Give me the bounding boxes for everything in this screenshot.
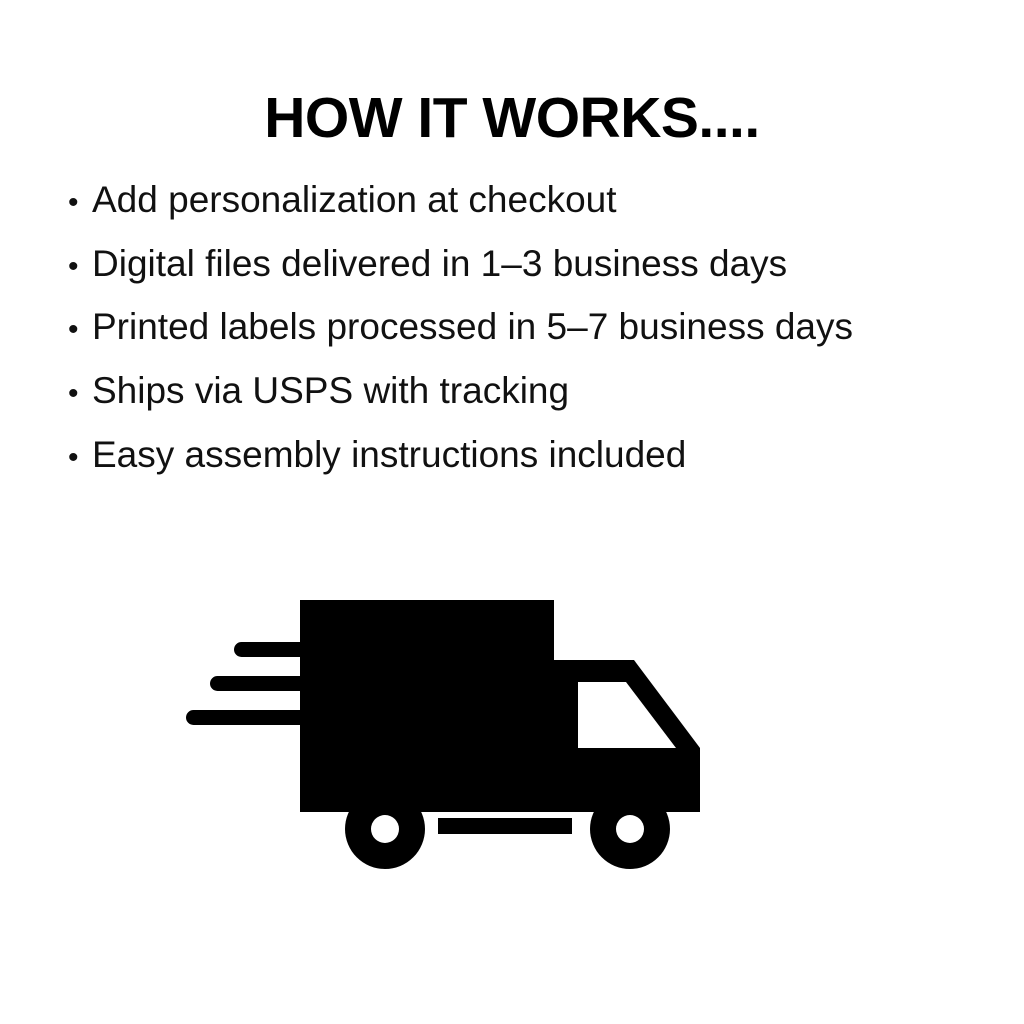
- list-item: [68, 232, 988, 296]
- list-item-label: Digital files delivered in 1–3 business days: [92, 242, 788, 284]
- list-item: [68, 359, 988, 423]
- bullet-marker-icon: •: [68, 186, 79, 219]
- delivery-truck-icon: [182, 600, 722, 890]
- list-item-label: Add personalization at checkout: [92, 179, 617, 220]
- list-item: [68, 168, 988, 232]
- bullet-marker-icon: •: [68, 313, 79, 347]
- how-it-works-list: [68, 168, 988, 486]
- bullet-marker-icon: •: [68, 376, 79, 410]
- bullet-marker-icon: •: [68, 249, 79, 283]
- list-item-label: Ships via USPS with tracking: [92, 369, 570, 411]
- list-item-label: Easy assembly instructions included: [92, 433, 687, 475]
- list-item-label: Printed labels processed in 5–7 business days: [92, 306, 854, 348]
- page-title: HOW IT WORKS....: [264, 86, 760, 151]
- list-item: [68, 423, 988, 487]
- bullet-marker-icon: •: [68, 440, 79, 474]
- list-item: [68, 295, 988, 359]
